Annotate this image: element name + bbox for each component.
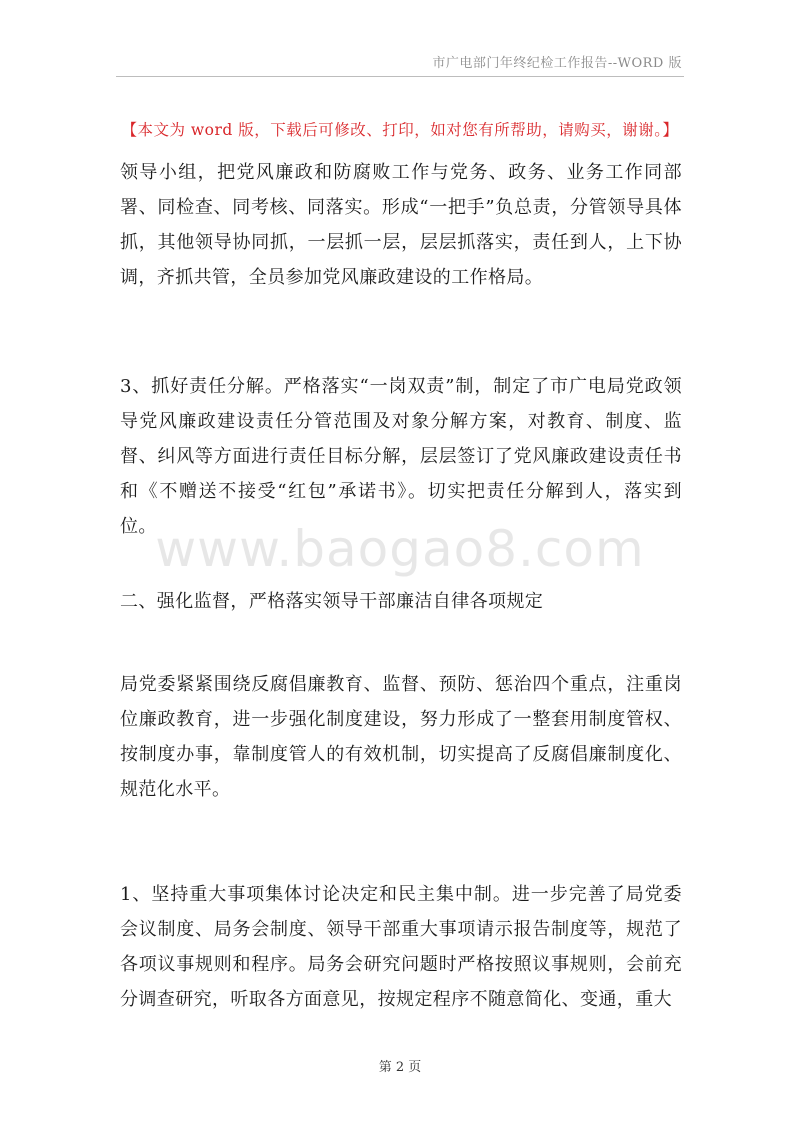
paragraph-collective-decision: 1、坚持重大事项集体讨论决定和民主集中制。进一步完善了局党委会议制度、局务会制度、领导干部重大事项请示报告制度等，规范了各项议事规则和程序。局务会研究问题时严格按照议事规则，会前充分调查研究，听取各方面意见，按规定程序不随意简化、变通，重大 — [120, 884, 682, 1010]
header-title: 市广电部门年终纪检工作报告--WORD 版 — [432, 56, 682, 71]
watermark-text: www.baogao8.com — [155, 520, 645, 578]
paragraph-leadership-group: 领导小组，把党风廉政和防腐败工作与党务、政务、业务工作同部署、同检查、同考核、同落实。形成“一把手”负总责，分管领导具体抓，其他领导协同抓，一层抓一层，层层抓落实，责任到人，上下协调，齐抓共管，全员参加党风廉政建设的工作格局。 — [120, 162, 682, 288]
paragraph-party-committee: 局党委紧紧围绕反腐倡廉教育、监督、预防、惩治四个重点，注重岗位廉政教育，进一步强化制度建设，努力形成了一整套用制度管权、按制度办事，靠制度管人的有效机制，切实提高了反腐倡廉制度化、规范化水平。 — [120, 674, 682, 800]
page-number: 第 2 页 — [378, 1060, 422, 1075]
header-divider — [116, 76, 684, 77]
section-heading-supervision: 二、强化监督，严格落实领导干部廉洁自律各项规定 — [120, 591, 544, 612]
paragraph-responsibility-breakdown: 3、抓好责任分解。严格落实“一岗双责”制，制定了市广电局党政领导党风廉政建设责任分管范围及对象分解方案，对教育、制度、监督、纠风等方面进行责任目标分解，层层签订了党风廉政建设责任书和《不赠送不接受“红包”承诺书》。切实把责任分解到人，落实到位。 — [120, 376, 682, 537]
download-notice: 【本文为 word 版，下载后可修改、打印，如对您有所帮助，请购买，谢谢。】 — [121, 121, 679, 139]
